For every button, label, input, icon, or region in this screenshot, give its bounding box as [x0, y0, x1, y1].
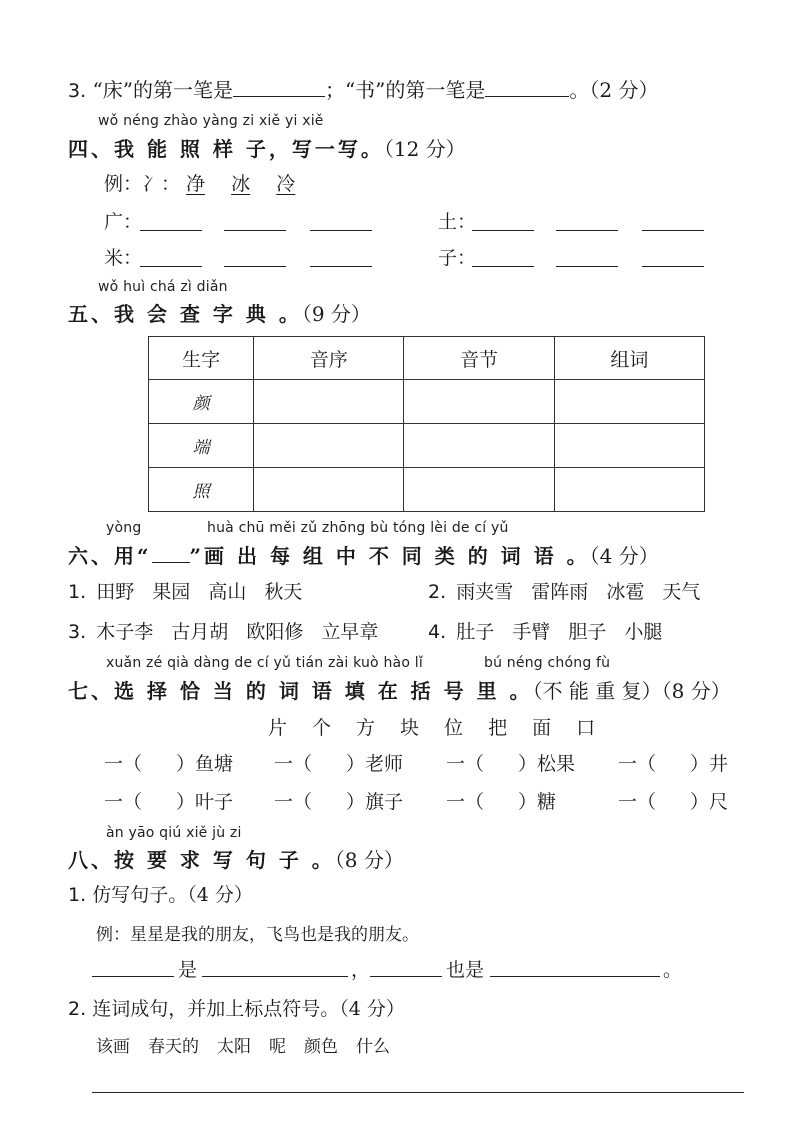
bracket-open: 一（	[274, 791, 313, 813]
answer-line[interactable]	[310, 266, 372, 267]
section-5-pinyin: wǒ huì chá zì diǎn	[98, 279, 228, 295]
example-sentence: 例：星星是我的朋友，飞鸟也是我的朋友。	[96, 925, 419, 945]
fill-item	[274, 749, 403, 776]
measure-word: 个	[312, 717, 332, 739]
word-option[interactable]: 天气	[662, 581, 701, 603]
table-header: 组词	[554, 337, 704, 380]
section-title-text: 五、我 会 查 字 典 。	[68, 302, 302, 326]
section-title-text: 七、选 择 恰 当 的 词 语 填 在 括 号 里 。	[68, 679, 533, 703]
bracket-close: ）	[346, 791, 366, 813]
sentence-word: 是	[178, 959, 198, 981]
table-row	[149, 468, 705, 512]
answer-line[interactable]	[556, 266, 618, 267]
scrambled-word: 呢	[269, 1037, 286, 1057]
answer-line[interactable]	[642, 266, 704, 267]
noun: 松果	[537, 753, 576, 775]
group-number: 3.	[68, 621, 87, 643]
noun: 鱼塘	[195, 753, 234, 775]
word-group-2	[428, 577, 700, 604]
example-line	[104, 169, 295, 196]
table-cell-blank[interactable]	[404, 424, 554, 468]
answer-line[interactable]	[556, 230, 618, 231]
section-8-pinyin: àn yāo qiú xiě jù zi	[106, 825, 242, 841]
section-8-title	[68, 844, 404, 873]
word-option[interactable]: 秋天	[264, 581, 303, 603]
word-group-1	[68, 577, 302, 604]
table-cell-blank[interactable]	[254, 468, 404, 512]
subquestion-2	[68, 994, 405, 1021]
word-option[interactable]: 手臂	[512, 621, 551, 643]
word-option[interactable]: 冰雹	[606, 581, 645, 603]
score: （8 分）	[334, 848, 404, 872]
answer-line[interactable]	[92, 1092, 744, 1093]
score: （9 分）	[301, 302, 371, 326]
example-word: 净	[186, 173, 206, 195]
measure-word: 位	[444, 717, 464, 739]
bracket-close: ）	[690, 791, 710, 813]
answer-line[interactable]	[472, 230, 534, 231]
dictionary-table	[148, 336, 705, 512]
measure-word: 面	[532, 717, 552, 739]
measure-word: 片	[268, 717, 288, 739]
section-4-title	[68, 133, 466, 162]
subquestion-number: 2.	[68, 998, 87, 1020]
question-text-1: “床”的第一笔是	[92, 78, 233, 102]
measure-word: 块	[400, 717, 420, 739]
bracket-open: 一（	[104, 791, 143, 813]
word-option[interactable]: 果园	[152, 581, 191, 603]
fill-item	[104, 787, 233, 814]
radical-label: 广：	[104, 211, 143, 233]
section-6-title	[68, 540, 659, 569]
answer-line[interactable]	[224, 266, 286, 267]
bracket-open: 一（	[274, 753, 313, 775]
word-option[interactable]: 小腿	[624, 621, 663, 643]
section-7-title	[68, 675, 731, 704]
fill-item	[618, 749, 728, 776]
answer-line[interactable]	[202, 976, 348, 977]
subquestion-number: 1.	[68, 884, 87, 906]
answer-line[interactable]	[370, 976, 442, 977]
section-title-text: 六、用“	[68, 544, 152, 568]
word-option[interactable]: 雷阵雨	[531, 581, 589, 603]
table-cell-blank[interactable]	[554, 468, 704, 512]
score: （8 分）	[661, 679, 731, 703]
table-cell-blank[interactable]	[554, 424, 704, 468]
table-cell-blank[interactable]	[254, 380, 404, 424]
bracket-close: ）	[518, 791, 538, 813]
answer-line[interactable]	[490, 976, 660, 977]
sentence-word: 也是	[446, 959, 485, 981]
word-option[interactable]: 胆子	[568, 621, 607, 643]
word-option[interactable]: 古月胡	[171, 621, 229, 643]
scrambled-word: 颜色	[304, 1037, 338, 1057]
table-cell-character: 端	[149, 424, 254, 468]
scrambled-word: 该画	[96, 1037, 130, 1057]
sentence-punct: ，	[351, 959, 371, 981]
noun: 糖	[537, 791, 557, 813]
bracket-open: 一（	[446, 791, 485, 813]
group-number: 1.	[68, 581, 87, 603]
word-option[interactable]: 木子李	[96, 621, 154, 643]
measure-word-bank	[268, 713, 595, 740]
noun: 旗子	[365, 791, 404, 813]
word-option[interactable]: 立早章	[321, 621, 379, 643]
table-cell-blank[interactable]	[404, 468, 554, 512]
bracket-close: ）	[518, 753, 538, 775]
answer-line[interactable]	[140, 230, 202, 231]
table-cell-blank[interactable]	[554, 380, 704, 424]
fill-item	[104, 749, 233, 776]
answer-line[interactable]	[472, 266, 534, 267]
scrambled-words	[96, 1032, 390, 1057]
bracket-close: ）	[176, 753, 196, 775]
section-title-text: 八、按 要 求 写 句 子 。	[68, 848, 335, 872]
scrambled-word: 春天的	[148, 1037, 199, 1057]
noun: 老师	[365, 753, 404, 775]
scrambled-word: 什么	[356, 1037, 390, 1057]
section-title-text: ”画 出 每 组 中 不 同 类 的 词 语 。	[189, 544, 590, 568]
score: （12 分）	[383, 137, 466, 161]
table-header: 生字	[149, 337, 254, 380]
example-label: 例：冫：	[104, 173, 181, 195]
word-option[interactable]: 高山	[208, 581, 247, 603]
word-option[interactable]: 雨夹雪	[456, 581, 514, 603]
subquestion-1	[68, 880, 253, 907]
word-option[interactable]: 欧阳修	[246, 621, 304, 643]
question-text-2: ；“书”的第一笔是	[324, 78, 486, 102]
answer-line[interactable]	[140, 266, 202, 267]
table-cell-blank[interactable]	[404, 380, 554, 424]
measure-word: 口	[576, 717, 596, 739]
group-number: 2.	[428, 581, 447, 603]
section-6-pinyin: yòng	[106, 520, 142, 536]
score: （4 分）	[589, 544, 659, 568]
table-header: 音序	[254, 337, 404, 380]
bracket-close: ）	[346, 753, 366, 775]
section-4-pinyin: wǒ néng zhào yàng zi xiě yi xiě	[98, 113, 324, 129]
answer-line[interactable]	[224, 230, 286, 231]
answer-blank[interactable]	[233, 78, 325, 97]
noun: 叶子	[195, 791, 234, 813]
radical-label: 子：	[438, 247, 477, 269]
answer-line[interactable]	[310, 230, 372, 231]
section-5-title	[68, 298, 371, 327]
bracket-open: 一（	[104, 753, 143, 775]
table-row	[149, 380, 705, 424]
scrambled-word: 太阳	[217, 1037, 251, 1057]
section-title-text: 四、我 能 照 样 子，写一写。	[68, 137, 384, 161]
subquestion-title: 仿写句子。（4 分）	[92, 884, 253, 906]
question-3	[68, 74, 659, 103]
table-header: 音节	[404, 337, 554, 380]
bracket-open: 一（	[618, 791, 657, 813]
word-option[interactable]: 田野	[96, 581, 135, 603]
fill-item	[618, 787, 728, 814]
radical-label: 米：	[104, 247, 143, 269]
answer-line[interactable]	[642, 230, 704, 231]
fill-item	[274, 787, 403, 814]
section-note: （不 能 重 复）	[532, 679, 662, 703]
word-group-3	[68, 617, 378, 644]
table-header-row	[149, 337, 705, 380]
example-word: 冷	[276, 173, 296, 195]
bracket-open: 一（	[446, 753, 485, 775]
measure-word: 方	[356, 717, 376, 739]
underline-sample	[152, 546, 190, 563]
noun: 尺	[709, 791, 729, 813]
question-number: 3.	[68, 80, 87, 102]
word-option[interactable]: 肚子	[456, 621, 495, 643]
answer-line[interactable]	[92, 976, 174, 977]
section-6-pinyin: huà chū měi zǔ zhōng bù tóng lèi de cí yǔ	[207, 520, 509, 536]
subquestion-title: 连词成句，并加上标点符号。（4 分）	[92, 998, 405, 1020]
table-cell-blank[interactable]	[254, 424, 404, 468]
score: （2 分）	[589, 78, 659, 102]
question-text-3: 。	[569, 78, 590, 102]
word-group-4	[428, 617, 662, 644]
table-cell-character: 照	[149, 468, 254, 512]
example-word: 冰	[231, 173, 251, 195]
fill-item	[446, 787, 556, 814]
fill-item	[446, 749, 575, 776]
bracket-open: 一（	[618, 753, 657, 775]
radical-label: 土：	[438, 211, 477, 233]
sentence-punct: 。	[663, 959, 683, 981]
group-number: 4.	[428, 621, 447, 643]
measure-word: 把	[488, 717, 508, 739]
table-cell-character: 颜	[149, 380, 254, 424]
bracket-close: ）	[690, 753, 710, 775]
noun: 井	[709, 753, 729, 775]
section-7-pinyin: bú néng chóng fù	[484, 655, 611, 671]
table-row	[149, 424, 705, 468]
bracket-close: ）	[176, 791, 196, 813]
section-7-pinyin: xuǎn zé qià dàng de cí yǔ tián zài kuò hào lǐ	[106, 655, 423, 671]
answer-blank[interactable]	[485, 78, 569, 97]
